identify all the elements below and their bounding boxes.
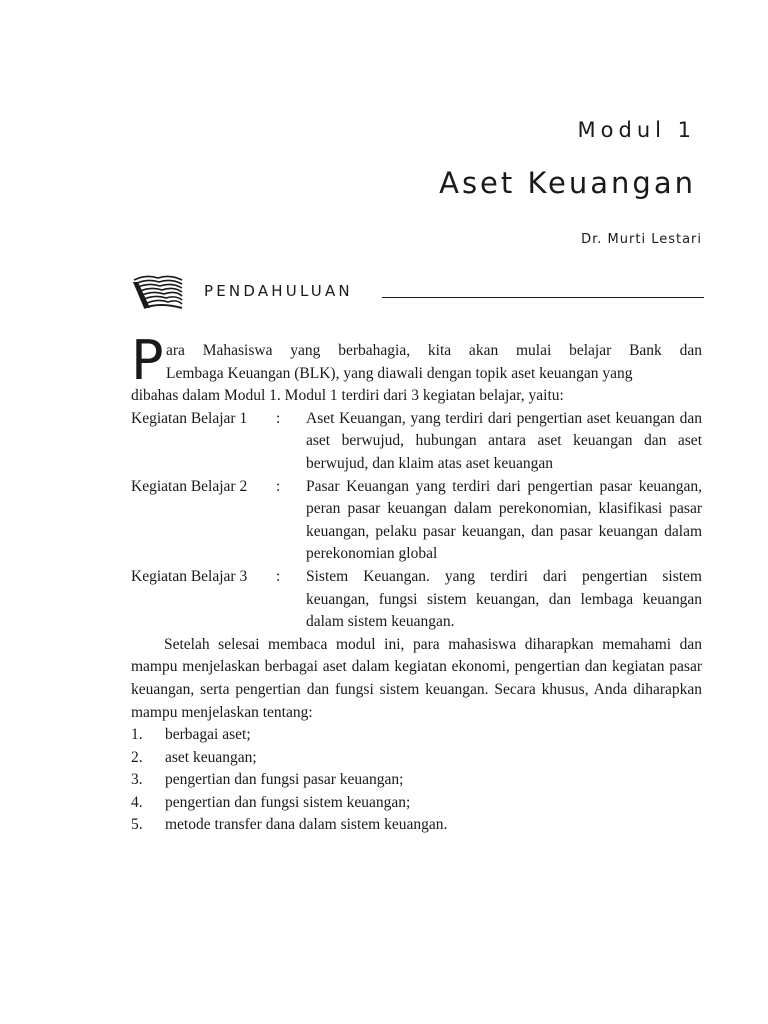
activity-description: Pasar Keuangan yang terdiri dari pengertian pasar keuangan, peran pasar keuangan dalam perekonomian, klasifikasi pasar keuangan, pelaku pasar keuangan, dan pasar keuangan dalam perekonomian global [306,477,702,563]
activity-label: Kegiatan Belajar 2 [131,477,248,495]
list-item-number: 1. [131,726,143,744]
opening-line-3: dibahas dalam Modul 1. Modul 1 terdiri dari 3 kegiatan belajar, yaitu: [131,387,564,405]
opening-paragraph [131,329,702,408]
module-body [131,329,702,837]
list-item [131,814,702,837]
list-item-text: metode transfer dana dalam sistem keuangan. [165,816,448,834]
objectives-paragraph: Setelah selesai membaca modul ini, para mahasiswa diharapkan memahami dan mampu menjelaskan berbagai aset dalam kegiatan ekonomi, pengertian dan kegiatan pasar keuangan, serta pengertian dan fungsi sistem keuangan. Secara khusus, Anda diharapkan mampu menjelaskan tentang: [131,635,702,721]
activity-description: Aset Keuangan, yang terdiri dari pengertian aset keuangan dan aset berwujud, hubungan antara aset keuangan dan aset berwujud, dan klaim atas aset keuangan [306,409,702,472]
list-item-text: pengertian dan fungsi sistem keuangan; [165,793,411,811]
list-item-text: pengertian dan fungsi pasar keuangan; [165,771,404,789]
heading-rule [382,297,704,298]
activity-colon: : [276,567,281,585]
learning-activity-2 [131,476,702,566]
introduction-label: PENDAHULUAN [204,282,353,300]
list-item [131,747,702,770]
list-item-number: 2. [131,748,143,766]
author-name: Dr. Murti Lestari [581,232,702,247]
list-item [131,792,702,815]
opening-line-2: Lembaga Keuangan (BLK), yang diawali dengan topik aset keuangan yang [166,364,633,382]
introduction-heading [130,272,704,312]
activity-label: Kegiatan Belajar 1 [131,409,248,427]
list-item [131,769,702,792]
opening-line-1: ara Mahasiswa yang berbahagia, kita akan mulai belajar Bank dan [166,342,702,359]
activity-colon: : [276,477,281,495]
module-number-label: Modul 1 [577,118,696,142]
activity-colon: : [276,409,281,427]
list-item-number: 4. [131,793,143,811]
objectives-list [131,724,702,837]
list-item-number: 3. [131,771,143,789]
learning-activity-3 [131,566,702,634]
activity-label: Kegiatan Belajar 3 [131,567,248,585]
open-book-icon [130,272,186,312]
learning-activity-1 [131,408,702,476]
module-title: Aset Keuangan [439,166,696,200]
activity-description: Sistem Keuangan. yang terdiri dari pengertian sistem keuangan, fungsi sistem keuangan, dan lembaga keuangan dalam sistem keuangan. [306,567,702,631]
list-item-text: aset keuangan; [165,748,257,766]
list-item-text: berbagai aset; [165,726,251,744]
list-item-number: 5. [131,816,143,834]
drop-cap: P [131,329,164,392]
list-item [131,724,702,747]
